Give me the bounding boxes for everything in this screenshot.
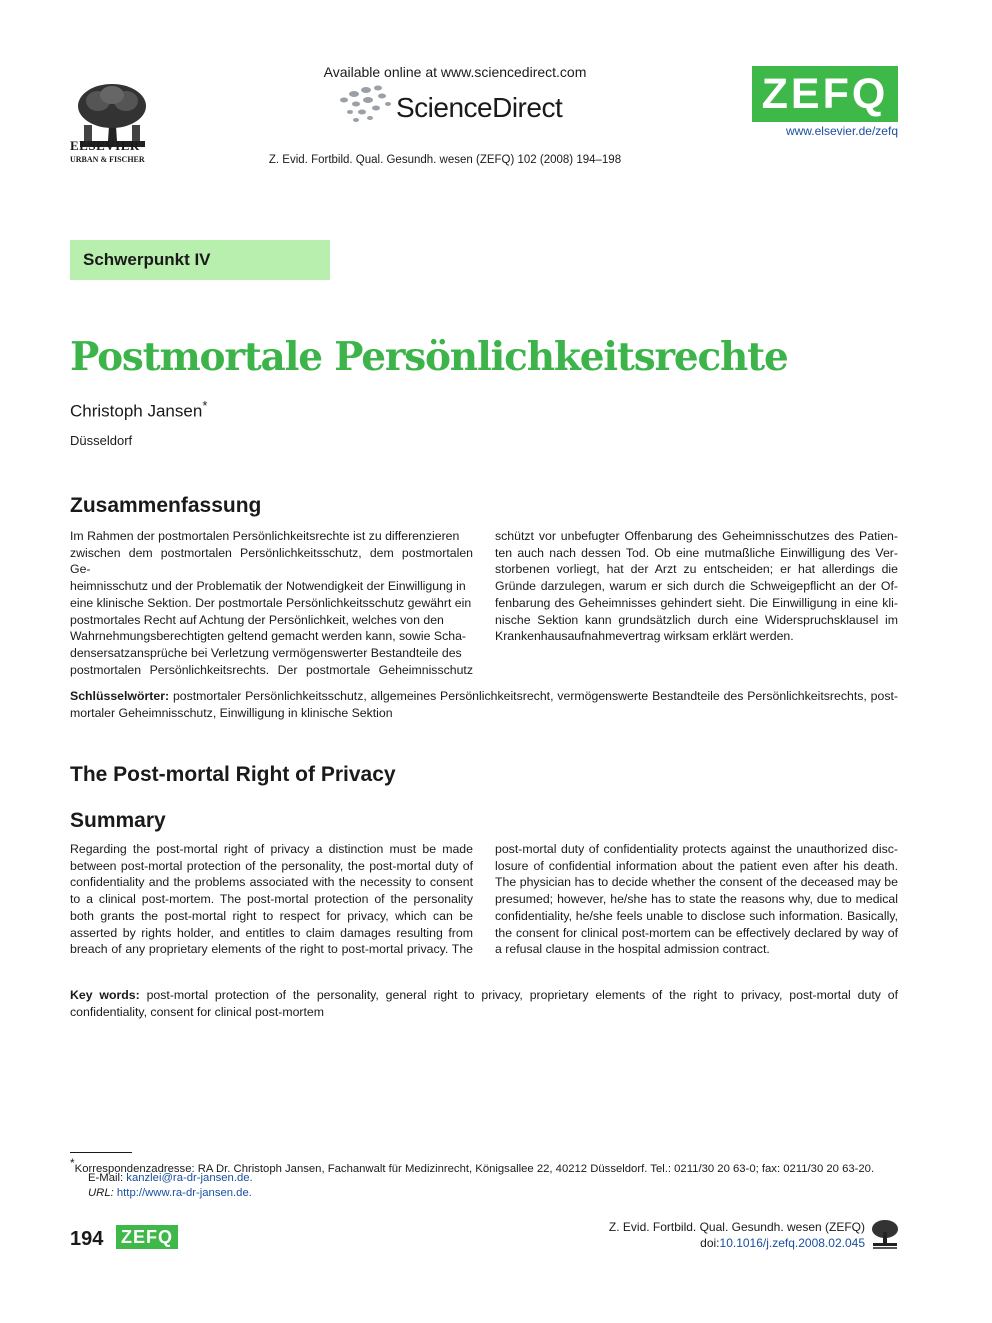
section-label-box bbox=[70, 240, 330, 280]
footnote-mark: * bbox=[70, 1156, 75, 1170]
footer-journal: Z. Evid. Fortbild. Qual. Gesundh. wesen (ZEFQ) bbox=[608, 1220, 865, 1234]
zefq-footer-logo: ZEFQ bbox=[116, 1225, 178, 1249]
footnote-url bbox=[88, 1186, 788, 1201]
keywords-en bbox=[70, 987, 898, 1020]
author-footnote-mark[interactable]: * bbox=[202, 398, 208, 413]
zusammenfassung-heading: Zusammenfassung bbox=[70, 494, 262, 517]
journal-reference: Z. Evid. Fortbild. Qual. Gesundh. wesen (ZEFQ) 102 (2008) 194–198 bbox=[268, 154, 622, 166]
text-line: densersatzansprüche bei Verletzung vermögenswerter Bestandteile des bbox=[70, 645, 462, 660]
text-line: the consent for clinical post-mortem can be effectively declared by way of bbox=[495, 925, 898, 940]
text-line: postmortales Recht auf Achtung der Persönlichkeit, welches von den bbox=[70, 612, 444, 627]
url-label: URL: bbox=[88, 1187, 114, 1199]
text-line: eine klinische Sektion. Der postmortale Persönlichkeitsschutz gewährt ein bbox=[70, 595, 472, 610]
text-line: ten auch nach dessen Tod. Ob eine mutmaßliche Einwilligung des Ver- bbox=[495, 545, 898, 560]
text-line: zwischen dem postmortalen Persönlichkeitsschutz, dem postmortalen Ge- bbox=[70, 545, 473, 577]
doi-label: doi: bbox=[700, 1236, 720, 1250]
text-line: breach of any proprietary elements of the right to post-mortal privacy. The bbox=[70, 942, 473, 957]
text-line: postmortalen Persönlichkeitsrechts. Der postmortale Geheimnisschutz bbox=[70, 662, 473, 677]
url-link[interactable]: http://www.ra-dr-jansen.de. bbox=[116, 1187, 252, 1199]
keywords-en-text: post-mortal protection of the personality, general right to privacy, proprietary elements of the right to privacy, post-mortal duty of confidentiality, consent for clinical post-mortem bbox=[70, 988, 898, 1019]
publisher-name: ELSEVIER bbox=[70, 138, 140, 153]
doi-link[interactable]: 10.1016/j.zefq.2008.02.045 bbox=[719, 1236, 865, 1250]
text-line: storbenen vorliegt, hat der Arzt zu entscheiden; er hat allerdings die bbox=[495, 562, 898, 577]
text-line: Regarding the post-mortal right of privacy a distinction must be made bbox=[70, 842, 473, 856]
english-title: The Post-mortal Right of Privacy bbox=[70, 763, 396, 786]
summary-heading: Summary bbox=[70, 809, 166, 832]
footer-doi bbox=[530, 1236, 865, 1250]
email-label: E-Mail: bbox=[88, 1172, 124, 1184]
page-number: 194 bbox=[70, 1228, 104, 1250]
email-link[interactable]: kanzlei@ra-dr-jansen.de. bbox=[126, 1172, 253, 1184]
text-line: heimnisschutz und der Problematik der Notwendigkeit der Einwilligung in bbox=[70, 579, 466, 594]
text-line: both grants the post-mortal right to respect for privacy, which can be bbox=[70, 908, 473, 923]
keywords-de bbox=[70, 688, 898, 721]
text-line: Krankenhausaufnahmevertrag wirksam erklärt werden. bbox=[495, 629, 794, 644]
text-line: Im Rahmen der postmortalen Persönlichkeitsrechte ist zu differenzieren bbox=[70, 529, 460, 543]
available-online[interactable]: Available online at www.sciencedirect.com bbox=[323, 64, 587, 80]
keywords-en-label: Key words: bbox=[70, 988, 140, 1002]
sciencedirect-dots-icon bbox=[336, 84, 396, 124]
text-line: between post-mortal protection of the personality, the post-mortal duty of bbox=[70, 858, 473, 873]
elsevier-small-tree-icon bbox=[870, 1218, 900, 1250]
abstract-de-col2 bbox=[495, 528, 898, 645]
zefq-logo: ZEFQ bbox=[752, 66, 898, 122]
text-line: post-mortal duty of confidentiality protects against the unauthorized disc- bbox=[495, 842, 898, 856]
keywords-de-text: postmortaler Persönlichkeitsschutz, allgemeines Persönlichkeitsrecht, vermögenswerte Bestandteile des Persönlichkeitsrechts, post-mortaler Geheimnisschutz, Einwilligung in klinische Sektion bbox=[70, 689, 899, 720]
footnote-address: Korrespondenzadresse: RA Dr. Christoph Jansen, Fachanwalt für Medizinrecht, Königsallee 22, 40212 Düsseldorf. Tel.: 0211/30 20 63-0; fax: 0211/30 20 63-20. bbox=[74, 1162, 875, 1175]
text-line: presumed; however, he/she has to state the reasons why, due to medical bbox=[495, 892, 898, 907]
text-line: nische Sektion kann grundsätzlich durch eine Widerspruchsklausel im bbox=[495, 612, 898, 627]
text-line: confidentiality and the problems associated with the necessity to consent bbox=[70, 875, 473, 890]
text-line: confidentiality, he/she feels unable to disclose such information. Basically, bbox=[495, 908, 898, 923]
footnote-email bbox=[88, 1171, 788, 1186]
abstract-de-col1 bbox=[70, 528, 473, 678]
author-line bbox=[70, 398, 207, 422]
author-name: Christoph Jansen bbox=[70, 401, 203, 421]
text-line: to a clinical post-mortem. The post-mortal protection of the personality bbox=[70, 892, 473, 907]
footnote-divider bbox=[70, 1152, 132, 1153]
article-title: Postmortale Persönlichkeitsrechte bbox=[70, 334, 788, 380]
text-line: Wahrnehmungsberechtigten geltend gemacht werden kann, sowie Scha- bbox=[70, 629, 467, 644]
abstract-en-col2 bbox=[495, 841, 898, 958]
section-label: Schwerpunkt IV bbox=[83, 250, 211, 269]
text-line: losure of confidential information about the patient even after his death. bbox=[495, 858, 898, 873]
abstract-en-col1 bbox=[70, 841, 473, 958]
text-line: asserted by rights holder, and entitles to claim damages resulting from bbox=[70, 925, 473, 940]
text-line: fenbarung des Geheimnisses gehindert sieht. Die Einwilligung in eine kli- bbox=[495, 595, 898, 610]
publisher-sub: URBAN & FISCHER bbox=[70, 155, 145, 164]
zefq-url-link[interactable]: www.elsevier.de/zefq bbox=[785, 124, 898, 138]
text-line: a refusal clause in the hospital admission contract. bbox=[495, 942, 770, 957]
text-line: schützt vor unbefugter Offenbarung des Geheimnisschutzes des Patien- bbox=[495, 529, 898, 543]
text-line: The physician has to decide whether the consent of the deceased may be bbox=[495, 875, 898, 890]
keywords-de-label: Schlüsselwörter: bbox=[70, 689, 170, 703]
affiliation: Düsseldorf bbox=[70, 433, 133, 448]
sciencedirect-wordmark: ScienceDirect bbox=[396, 92, 563, 123]
text-line: Gründe darzulegen, warum er sich durch die Schweigepflicht an der Of- bbox=[495, 579, 898, 594]
